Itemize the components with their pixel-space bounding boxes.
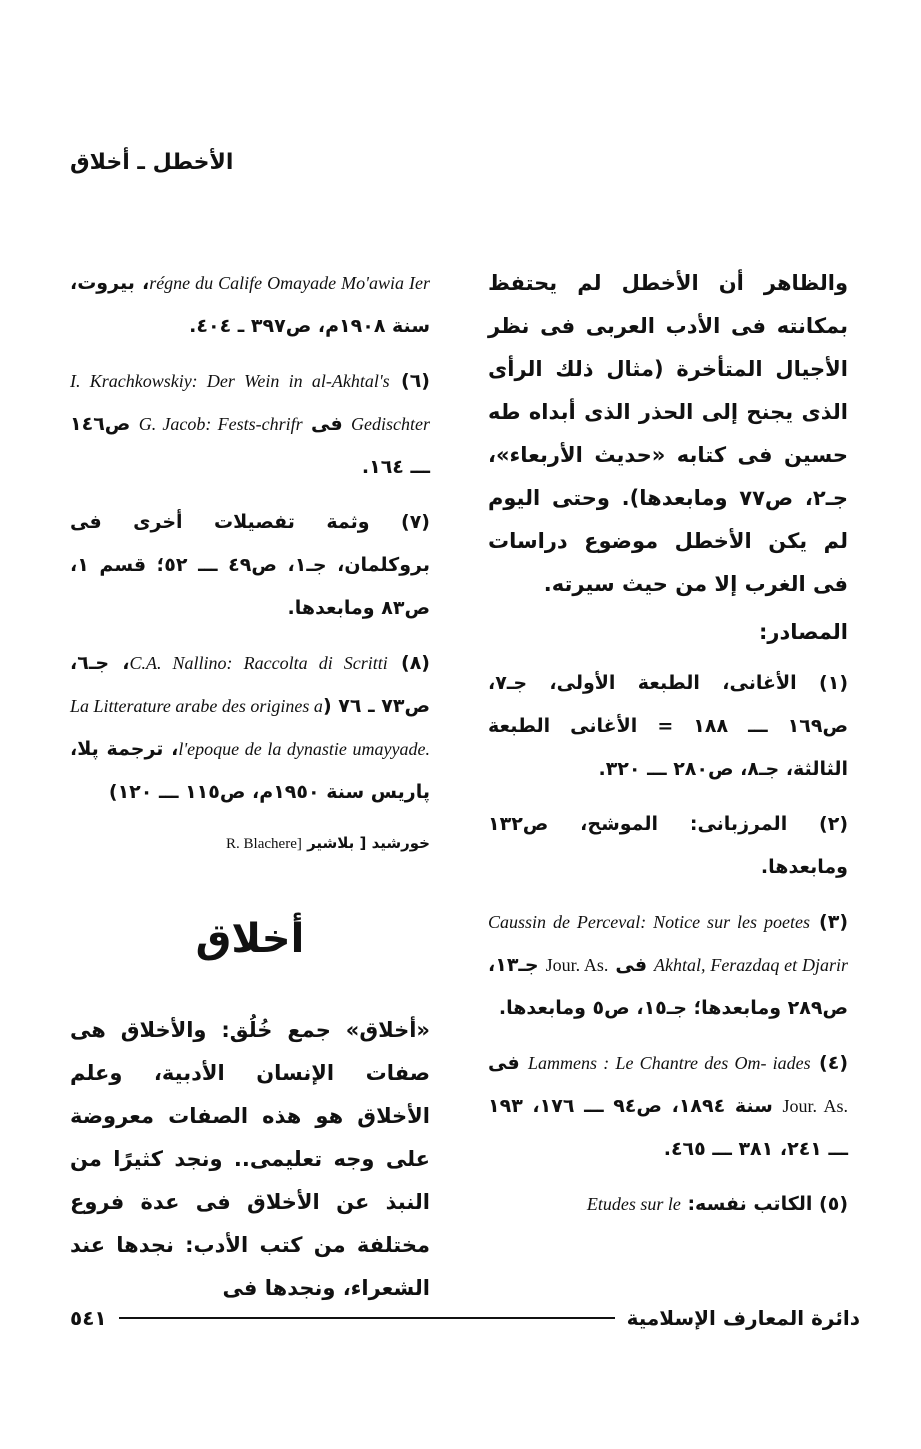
page-number: ٥٤١ — [70, 1306, 107, 1330]
source-note-8: (٨) C.A. Nallino: Raccolta di Scritti، جـ٦، ص٧٣ ـ ٧٦ (La Litterature arabe des origines a l'epoque de la dynastie umayyade.، ترجمة پلا، پاريس سنة ١٩٥٠م، ص١١٥ ـــ ١٢٠) — [70, 652, 430, 803]
body-paragraph: والظاهر أن الأخطل لم يحتفظ بمكانته فى الأدب العربى فى نظر الأجيال المتأخرة (مثال ذلك الرأى الذى يجنح إلى الحذر الذى أبداه طه حسين فى كتابه «حديث الأربعاء»، جـ٢، ص٧٧ ومابعدها). وحتى اليوم لم يكن الأخطل موضوع دراسات فى الغرب إلا من حيث سيرته. — [488, 271, 848, 596]
source-note-3: (٣) Caussin de Perceval: Notice sur les poetes Akhtal, Ferazdaq et Djarir فى Jour. As. جـ١٣، ص٢٨٩ ومابعدها؛ جـ١٥، ص٥ ومابعدها. — [488, 911, 848, 1019]
author-credit: خورشيد [ بلاشير R. Blachere] — [226, 834, 430, 852]
source-note-5-cont: régne du Calife Omayade Mo'awia Ier، بيروت، سنة ١٩٠٨م، ص٣٩٧ ـ ٤٠٤. — [70, 272, 430, 337]
right-column — [488, 262, 848, 1238]
page-footer — [70, 1300, 860, 1336]
running-header — [70, 150, 330, 190]
running-title: الأخطل ـ أخلاق — [70, 150, 234, 175]
left-column — [70, 262, 430, 1310]
footer-rule — [119, 1317, 615, 1319]
entry-title: أخلاق — [195, 916, 305, 962]
source-note-4: (٤) Lammens : Le Chantre des Om- iades فى Jour. As. سنة ١٨٩٤، ص٩٤ ـــ ١٧٦، ١٩٣ ـــ ٢٤١، ٣٨١ ـــ ٤٦٥. — [488, 1052, 849, 1160]
source-note-2: (٢) المرزبانى: الموشح، ص١٣٢ ومابعدها. — [488, 813, 848, 878]
footer-book-title: دائرة المعارف الإسلامية — [626, 1306, 860, 1330]
entry-text: «أخلاق» جمع خُلُق: والأخلاق هى صفات الإنسان الأدبية، وعلم الأخلاق هو هذه الصفات معروضة على وجه تعليمى.. ونجد كثيرًا من النبذ عن الأخلاق فى عدة فروع مختلفة من كتب الأدب: نجدها عند الشعراء، ونجدها فى — [70, 1018, 430, 1300]
source-note-6: (٦) I. Krachkowskiy: Der Wein in al-Akhtal's Gedischter فى G. Jacob: Fests-chrifr ص١٤٦ ـــ ١٦٤. — [70, 370, 430, 478]
source-note-7: (٧) وثمة تفصيلات أخرى فى بروكلمان، جـ١، ص٤٩ ـــ ٥٢؛ قسم ١، ص٨٣ ومابعدها. — [70, 511, 430, 619]
source-note-5: (٥) الكاتب نفسه: Etudes sur le — [586, 1193, 848, 1215]
sources-heading: المصادر: — [758, 620, 848, 644]
source-note-1: (١) الأغانى، الطبعة الأولى، جـ٧، ص١٦٩ ـــ ١٨٨ = الأغانى الطبعة الثالثة، جـ٨، ص٢٨٠ ـــ ٣٢٠. — [488, 672, 848, 780]
